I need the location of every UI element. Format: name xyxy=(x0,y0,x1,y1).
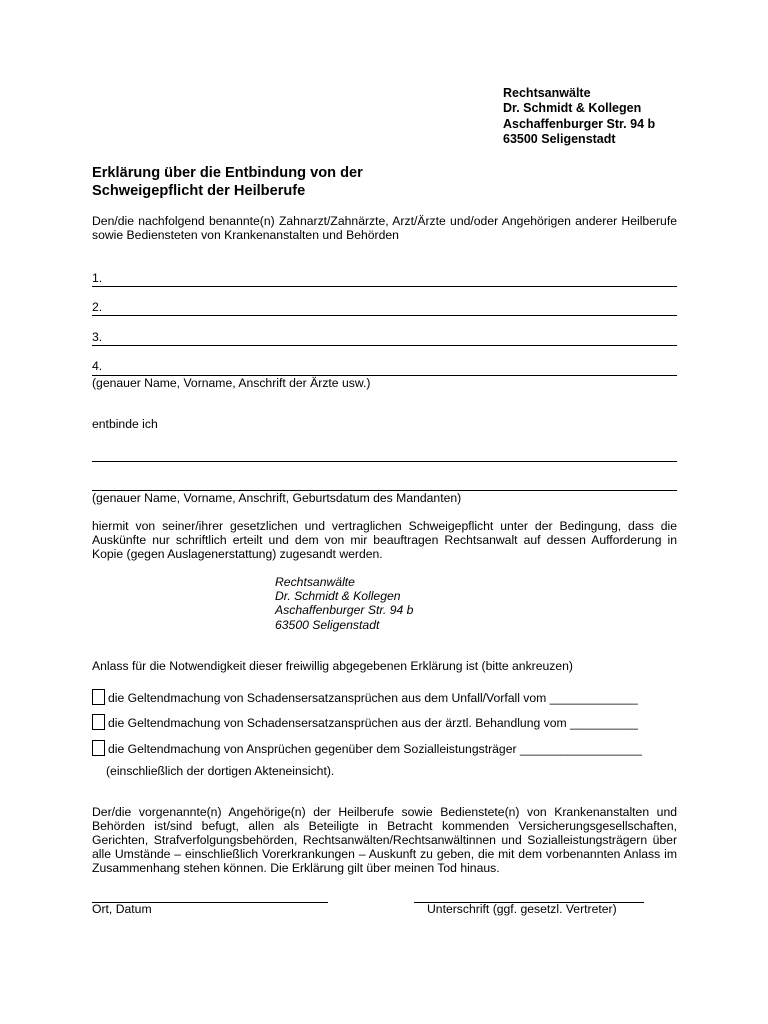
doctor-field-line[interactable] xyxy=(92,345,677,346)
signature-label: Unterschrift (ggf. gesetzl. Vertreter) xyxy=(427,902,617,916)
reason-option-treatment[interactable] xyxy=(92,714,638,730)
reason-option-social-insurance[interactable] xyxy=(92,740,642,756)
doctor-hint: (genauer Name, Vorname, Anschrift der Ärzte usw.) xyxy=(92,376,371,390)
intro-paragraph: Den/die nachfolgend benannte(n) Zahnarzt/Zahnärzte, Arzt/Ärzte und/oder Angehörigen anderer Heilberufe sowie Bediensteten von Krankenanstalten und Behörden xyxy=(92,214,677,242)
checkbox[interactable] xyxy=(92,714,105,730)
title-line-2: Schweigepflicht der Heilberufe xyxy=(92,183,306,199)
reason-label: die Geltendmachung von Ansprüchen gegenüber dem Sozialleistungsträger __________________ xyxy=(108,742,642,756)
place-date-label: Ort, Datum xyxy=(92,902,152,916)
checkbox[interactable] xyxy=(92,740,105,756)
doctor-field-number: 1. xyxy=(92,271,103,285)
sender-line: Aschaffenburger Str. 94 b xyxy=(503,116,656,131)
sender-line: 63500 Seligenstadt xyxy=(503,131,616,146)
recipient-line: Dr. Schmidt & Kollegen xyxy=(275,589,401,604)
doctor-field-number: 3. xyxy=(92,330,103,344)
condition-paragraph: hiermit von seiner/ihrer gesetzlichen und vertraglichen Schweigepflicht unter der Bedingung, dass die Auskünfte nur schriftlich erteilt und dem von mir beauftragen Rechtsanwalt auf dessen Aufforderung in Kopie (gegen Auslagenerstattung) zugesandt werden. xyxy=(92,519,677,561)
reason-option-accident[interactable] xyxy=(92,689,638,705)
reason-note: (einschließlich der dortigen Akteneinsicht). xyxy=(106,764,335,778)
client-hint: (genauer Name, Vorname, Anschrift, Geburtsdatum des Mandanten) xyxy=(92,491,462,505)
doctor-field-line[interactable] xyxy=(92,315,677,316)
reason-intro: Anlass für die Notwendigkeit dieser freiwillig abgegebenen Erklärung ist (bitte ankreuzen) xyxy=(92,659,573,673)
sender-line: Dr. Schmidt & Kollegen xyxy=(503,101,642,116)
reason-label: die Geltendmachung von Schadensersatzansprüchen aus dem Unfall/Vorfall vom _____________ xyxy=(108,691,638,705)
document-title xyxy=(92,164,363,200)
recipient-line: Aschaffenburger Str. 94 b xyxy=(275,603,414,618)
recipient-address xyxy=(275,575,413,632)
release-text: entbinde ich xyxy=(92,417,158,431)
recipient-line: 63500 Seligenstadt xyxy=(275,617,380,632)
sender-address xyxy=(503,86,655,147)
reason-label: die Geltendmachung von Schadensersatzansprüchen aus der ärztl. Behandlung vom __________ xyxy=(108,716,638,730)
recipient-line: Rechtsanwälte xyxy=(275,575,355,589)
title-line-1: Erklärung über die Entbindung von der xyxy=(92,165,363,181)
sender-line: Rechtsanwälte xyxy=(503,86,591,100)
authorization-paragraph: Der/die vorgenannte(n) Angehörige(n) der Heilberufe sowie Bedienstete(n) von Krankenanstalten und Behörden ist/sind befugt, allen als Beteiligte in Betracht kommenden Versicherungsgesellschaften, Gerichten, Strafverfolgungsbehörden, Rechtsanwälten/Rechtsanwältinnen und Sozialleistungsträgern über alle Umstände – einschließlich Vorerkrankungen – Auskunft zu geben, die mit dem vorbenannten Anlass im Zusammenhang stehen können. Die Erklärung gilt über meinen Tod hinaus. xyxy=(92,805,677,875)
doctor-field-number: 4. xyxy=(92,359,103,373)
doctor-field-line[interactable] xyxy=(92,286,677,287)
checkbox[interactable] xyxy=(92,689,105,705)
doctor-field-number: 2. xyxy=(92,300,103,314)
client-field-line[interactable] xyxy=(92,461,677,462)
